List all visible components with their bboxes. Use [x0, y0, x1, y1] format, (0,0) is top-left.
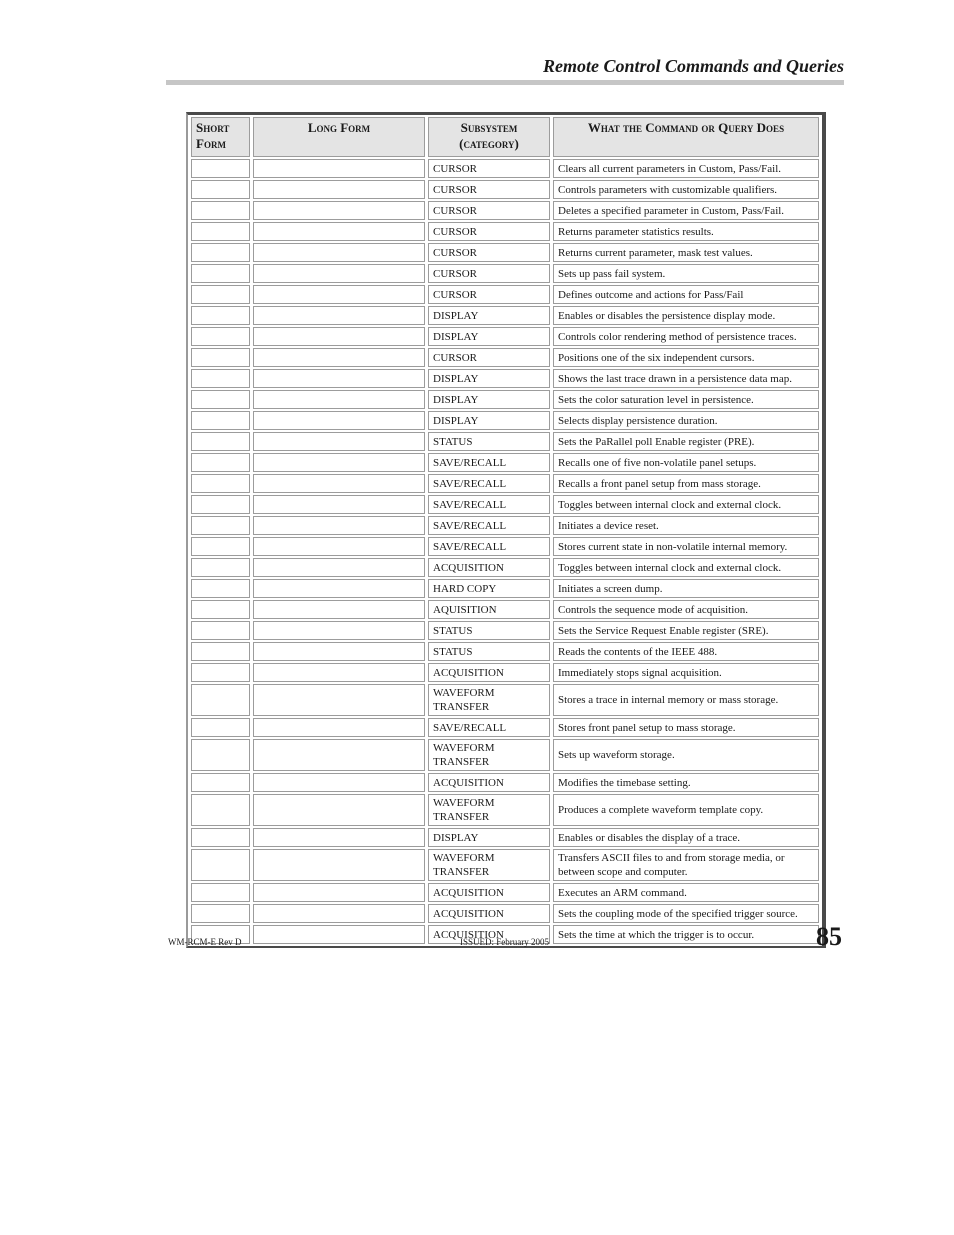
cell-long-form — [253, 285, 425, 304]
table-row — [191, 718, 819, 737]
cell-subsystem: DISPLAY — [428, 327, 550, 346]
cell-short-form — [191, 739, 250, 771]
cell-short-form — [191, 285, 250, 304]
cell-long-form — [253, 739, 425, 771]
table-row — [191, 264, 819, 283]
cell-subsystem: DISPLAY — [428, 306, 550, 325]
cell-short-form — [191, 411, 250, 430]
table-row — [191, 369, 819, 388]
cell-short-form — [191, 453, 250, 472]
cell-long-form — [253, 828, 425, 847]
cell-short-form — [191, 390, 250, 409]
cell-long-form — [253, 369, 425, 388]
cell-description: Positions one of the six independent cursors. — [553, 348, 819, 367]
cell-subsystem: SAVE/RECALL — [428, 474, 550, 493]
cell-subsystem: DISPLAY — [428, 369, 550, 388]
cell-long-form — [253, 558, 425, 577]
cell-long-form — [253, 348, 425, 367]
table-row — [191, 621, 819, 640]
cell-short-form — [191, 600, 250, 619]
cell-description: Sets up pass fail system. — [553, 264, 819, 283]
cell-subsystem: ACQUISITION — [428, 883, 550, 902]
cell-short-form — [191, 222, 250, 241]
cell-description: Initiates a device reset. — [553, 516, 819, 535]
cell-description: Sets the color saturation level in persistence. — [553, 390, 819, 409]
cell-description: Enables or disables the persistence display mode. — [553, 306, 819, 325]
cell-description: Sets the Service Request Enable register (SRE). — [553, 621, 819, 640]
cell-subsystem: CURSOR — [428, 348, 550, 367]
cell-subsystem: STATUS — [428, 621, 550, 640]
table-row — [191, 222, 819, 241]
cell-long-form — [253, 495, 425, 514]
cell-long-form — [253, 663, 425, 682]
cell-long-form — [253, 327, 425, 346]
cell-long-form — [253, 411, 425, 430]
cell-long-form — [253, 600, 425, 619]
cell-description: Defines outcome and actions for Pass/Fail — [553, 285, 819, 304]
cell-description: Immediately stops signal acquisition. — [553, 663, 819, 682]
table-row — [191, 285, 819, 304]
cell-short-form — [191, 642, 250, 661]
table-row — [191, 180, 819, 199]
commands-table-frame — [186, 112, 826, 948]
cell-subsystem: CURSOR — [428, 243, 550, 262]
cell-short-form — [191, 495, 250, 514]
cell-long-form — [253, 390, 425, 409]
table-row — [191, 306, 819, 325]
cell-description: Controls parameters with customizable qualifiers. — [553, 180, 819, 199]
cell-description: Controls color rendering method of persistence traces. — [553, 327, 819, 346]
cell-description: Recalls one of five non-volatile panel setups. — [553, 453, 819, 472]
cell-subsystem: WAVEFORM TRANSFER — [428, 849, 550, 881]
document-id: WM-RCM-E Rev D — [168, 937, 242, 947]
cell-long-form — [253, 684, 425, 716]
cell-short-form — [191, 327, 250, 346]
page-footer — [166, 920, 844, 960]
cell-subsystem: SAVE/RECALL — [428, 453, 550, 472]
cell-description: Enables or disables the display of a trace. — [553, 828, 819, 847]
table-row — [191, 243, 819, 262]
cell-short-form — [191, 180, 250, 199]
cell-subsystem: WAVEFORM TRANSFER — [428, 739, 550, 771]
cell-short-form — [191, 432, 250, 451]
table-row — [191, 327, 819, 346]
table-row — [191, 642, 819, 661]
cell-subsystem: STATUS — [428, 642, 550, 661]
table-row — [191, 558, 819, 577]
cell-short-form — [191, 828, 250, 847]
cell-description: Clears all current parameters in Custom, Pass/Fail. — [553, 159, 819, 178]
cell-short-form — [191, 558, 250, 577]
header-rule — [166, 80, 844, 85]
cell-description: Selects display persistence duration. — [553, 411, 819, 430]
cell-description: Transfers ASCII files to and from storage media, or between scope and computer. — [553, 849, 819, 881]
column-header-description: What the Command or Query Does — [553, 117, 819, 157]
cell-description: Initiates a screen dump. — [553, 579, 819, 598]
table-row — [191, 663, 819, 682]
column-header-long-form: Long Form — [253, 117, 425, 157]
table-row — [191, 773, 819, 792]
cell-subsystem: HARD COPY — [428, 579, 550, 598]
cell-subsystem: CURSOR — [428, 180, 550, 199]
cell-short-form — [191, 369, 250, 388]
table-row — [191, 739, 819, 771]
cell-description: Produces a complete waveform template copy. — [553, 794, 819, 826]
column-header-short-form: Short Form — [191, 117, 250, 157]
table-row — [191, 411, 819, 430]
cell-description: Returns parameter statistics results. — [553, 222, 819, 241]
cell-long-form — [253, 579, 425, 598]
cell-short-form — [191, 264, 250, 283]
cell-description: Sets the coupling mode of the specified trigger source. — [553, 904, 819, 923]
cell-short-form — [191, 849, 250, 881]
cell-short-form — [191, 718, 250, 737]
cell-long-form — [253, 849, 425, 881]
cell-short-form — [191, 773, 250, 792]
table-row — [191, 537, 819, 556]
cell-description: Toggles between internal clock and external clock. — [553, 558, 819, 577]
table-row — [191, 432, 819, 451]
page-number: 85 — [816, 922, 842, 951]
cell-short-form — [191, 474, 250, 493]
cell-long-form — [253, 718, 425, 737]
cell-description: Sets the PaRallel poll Enable register (PRE). — [553, 432, 819, 451]
cell-description: Executes an ARM command. — [553, 883, 819, 902]
cell-short-form — [191, 883, 250, 902]
page-header — [166, 54, 844, 88]
cell-description: Controls the sequence mode of acquisition. — [553, 600, 819, 619]
cell-subsystem: CURSOR — [428, 222, 550, 241]
cell-description: Stores a trace in internal memory or mass storage. — [553, 684, 819, 716]
cell-subsystem: CURSOR — [428, 285, 550, 304]
cell-subsystem: DISPLAY — [428, 828, 550, 847]
table-row — [191, 453, 819, 472]
table-row — [191, 684, 819, 716]
cell-long-form — [253, 306, 425, 325]
cell-long-form — [253, 222, 425, 241]
cell-subsystem: SAVE/RECALL — [428, 495, 550, 514]
column-header-subsystem: Subsystem (category) — [428, 117, 550, 157]
cell-short-form — [191, 663, 250, 682]
cell-description: Returns current parameter, mask test values. — [553, 243, 819, 262]
cell-subsystem: ACQUISITION — [428, 663, 550, 682]
cell-description: Reads the contents of the IEEE 488. — [553, 642, 819, 661]
cell-long-form — [253, 264, 425, 283]
cell-subsystem: WAVEFORM TRANSFER — [428, 794, 550, 826]
table-row — [191, 794, 819, 826]
cell-short-form — [191, 243, 250, 262]
table-row — [191, 600, 819, 619]
cell-long-form — [253, 621, 425, 640]
cell-short-form — [191, 579, 250, 598]
cell-description: Shows the last trace drawn in a persistence data map. — [553, 369, 819, 388]
cell-subsystem: WAVEFORM TRANSFER — [428, 684, 550, 716]
table-body — [191, 159, 819, 944]
cell-long-form — [253, 794, 425, 826]
cell-description: Sets up waveform storage. — [553, 739, 819, 771]
table-row — [191, 516, 819, 535]
table-row — [191, 828, 819, 847]
cell-long-form — [253, 642, 425, 661]
cell-long-form — [253, 243, 425, 262]
table-row — [191, 849, 819, 881]
cell-description: Sets the time at which the trigger is to occur. — [553, 925, 819, 944]
cell-long-form — [253, 883, 425, 902]
table-row — [191, 348, 819, 367]
cell-description: Toggles between internal clock and external clock. — [553, 495, 819, 514]
cell-subsystem: ACQUISITION — [428, 904, 550, 923]
cell-description: Modifies the timebase setting. — [553, 773, 819, 792]
table-row — [191, 495, 819, 514]
cell-short-form — [191, 348, 250, 367]
cell-long-form — [253, 159, 425, 178]
page-title: Remote Control Commands and Queries — [542, 56, 844, 76]
cell-subsystem: ACQUISITION — [428, 558, 550, 577]
cell-description: Recalls a front panel setup from mass storage. — [553, 474, 819, 493]
cell-long-form — [253, 432, 425, 451]
cell-short-form — [191, 201, 250, 220]
cell-description: Stores current state in non-volatile internal memory. — [553, 537, 819, 556]
cell-long-form — [253, 180, 425, 199]
table-header-row — [191, 117, 819, 157]
table-row — [191, 159, 819, 178]
cell-long-form — [253, 453, 425, 472]
cell-subsystem: SAVE/RECALL — [428, 718, 550, 737]
cell-subsystem: AQUISITION — [428, 600, 550, 619]
cell-short-form — [191, 684, 250, 716]
cell-description: Deletes a specified parameter in Custom, Pass/Fail. — [553, 201, 819, 220]
table-row — [191, 201, 819, 220]
cell-subsystem: CURSOR — [428, 264, 550, 283]
cell-subsystem: CURSOR — [428, 201, 550, 220]
cell-description: Stores front panel setup to mass storage. — [553, 718, 819, 737]
cell-short-form — [191, 159, 250, 178]
cell-short-form — [191, 621, 250, 640]
cell-long-form — [253, 773, 425, 792]
cell-long-form — [253, 474, 425, 493]
issued-date: ISSUED: February 2005 — [460, 937, 549, 947]
table-row — [191, 474, 819, 493]
cell-subsystem: SAVE/RECALL — [428, 537, 550, 556]
cell-short-form — [191, 537, 250, 556]
cell-long-form — [253, 201, 425, 220]
cell-subsystem: ACQUISITION — [428, 925, 550, 944]
commands-table — [188, 115, 822, 946]
cell-short-form — [191, 516, 250, 535]
cell-short-form — [191, 306, 250, 325]
cell-subsystem: STATUS — [428, 432, 550, 451]
cell-subsystem: DISPLAY — [428, 411, 550, 430]
cell-subsystem: ACQUISITION — [428, 773, 550, 792]
cell-long-form — [253, 516, 425, 535]
cell-subsystem: SAVE/RECALL — [428, 516, 550, 535]
cell-subsystem: CURSOR — [428, 159, 550, 178]
table-row — [191, 883, 819, 902]
table-row — [191, 390, 819, 409]
cell-subsystem: DISPLAY — [428, 390, 550, 409]
cell-long-form — [253, 537, 425, 556]
cell-short-form — [191, 794, 250, 826]
table-row — [191, 579, 819, 598]
